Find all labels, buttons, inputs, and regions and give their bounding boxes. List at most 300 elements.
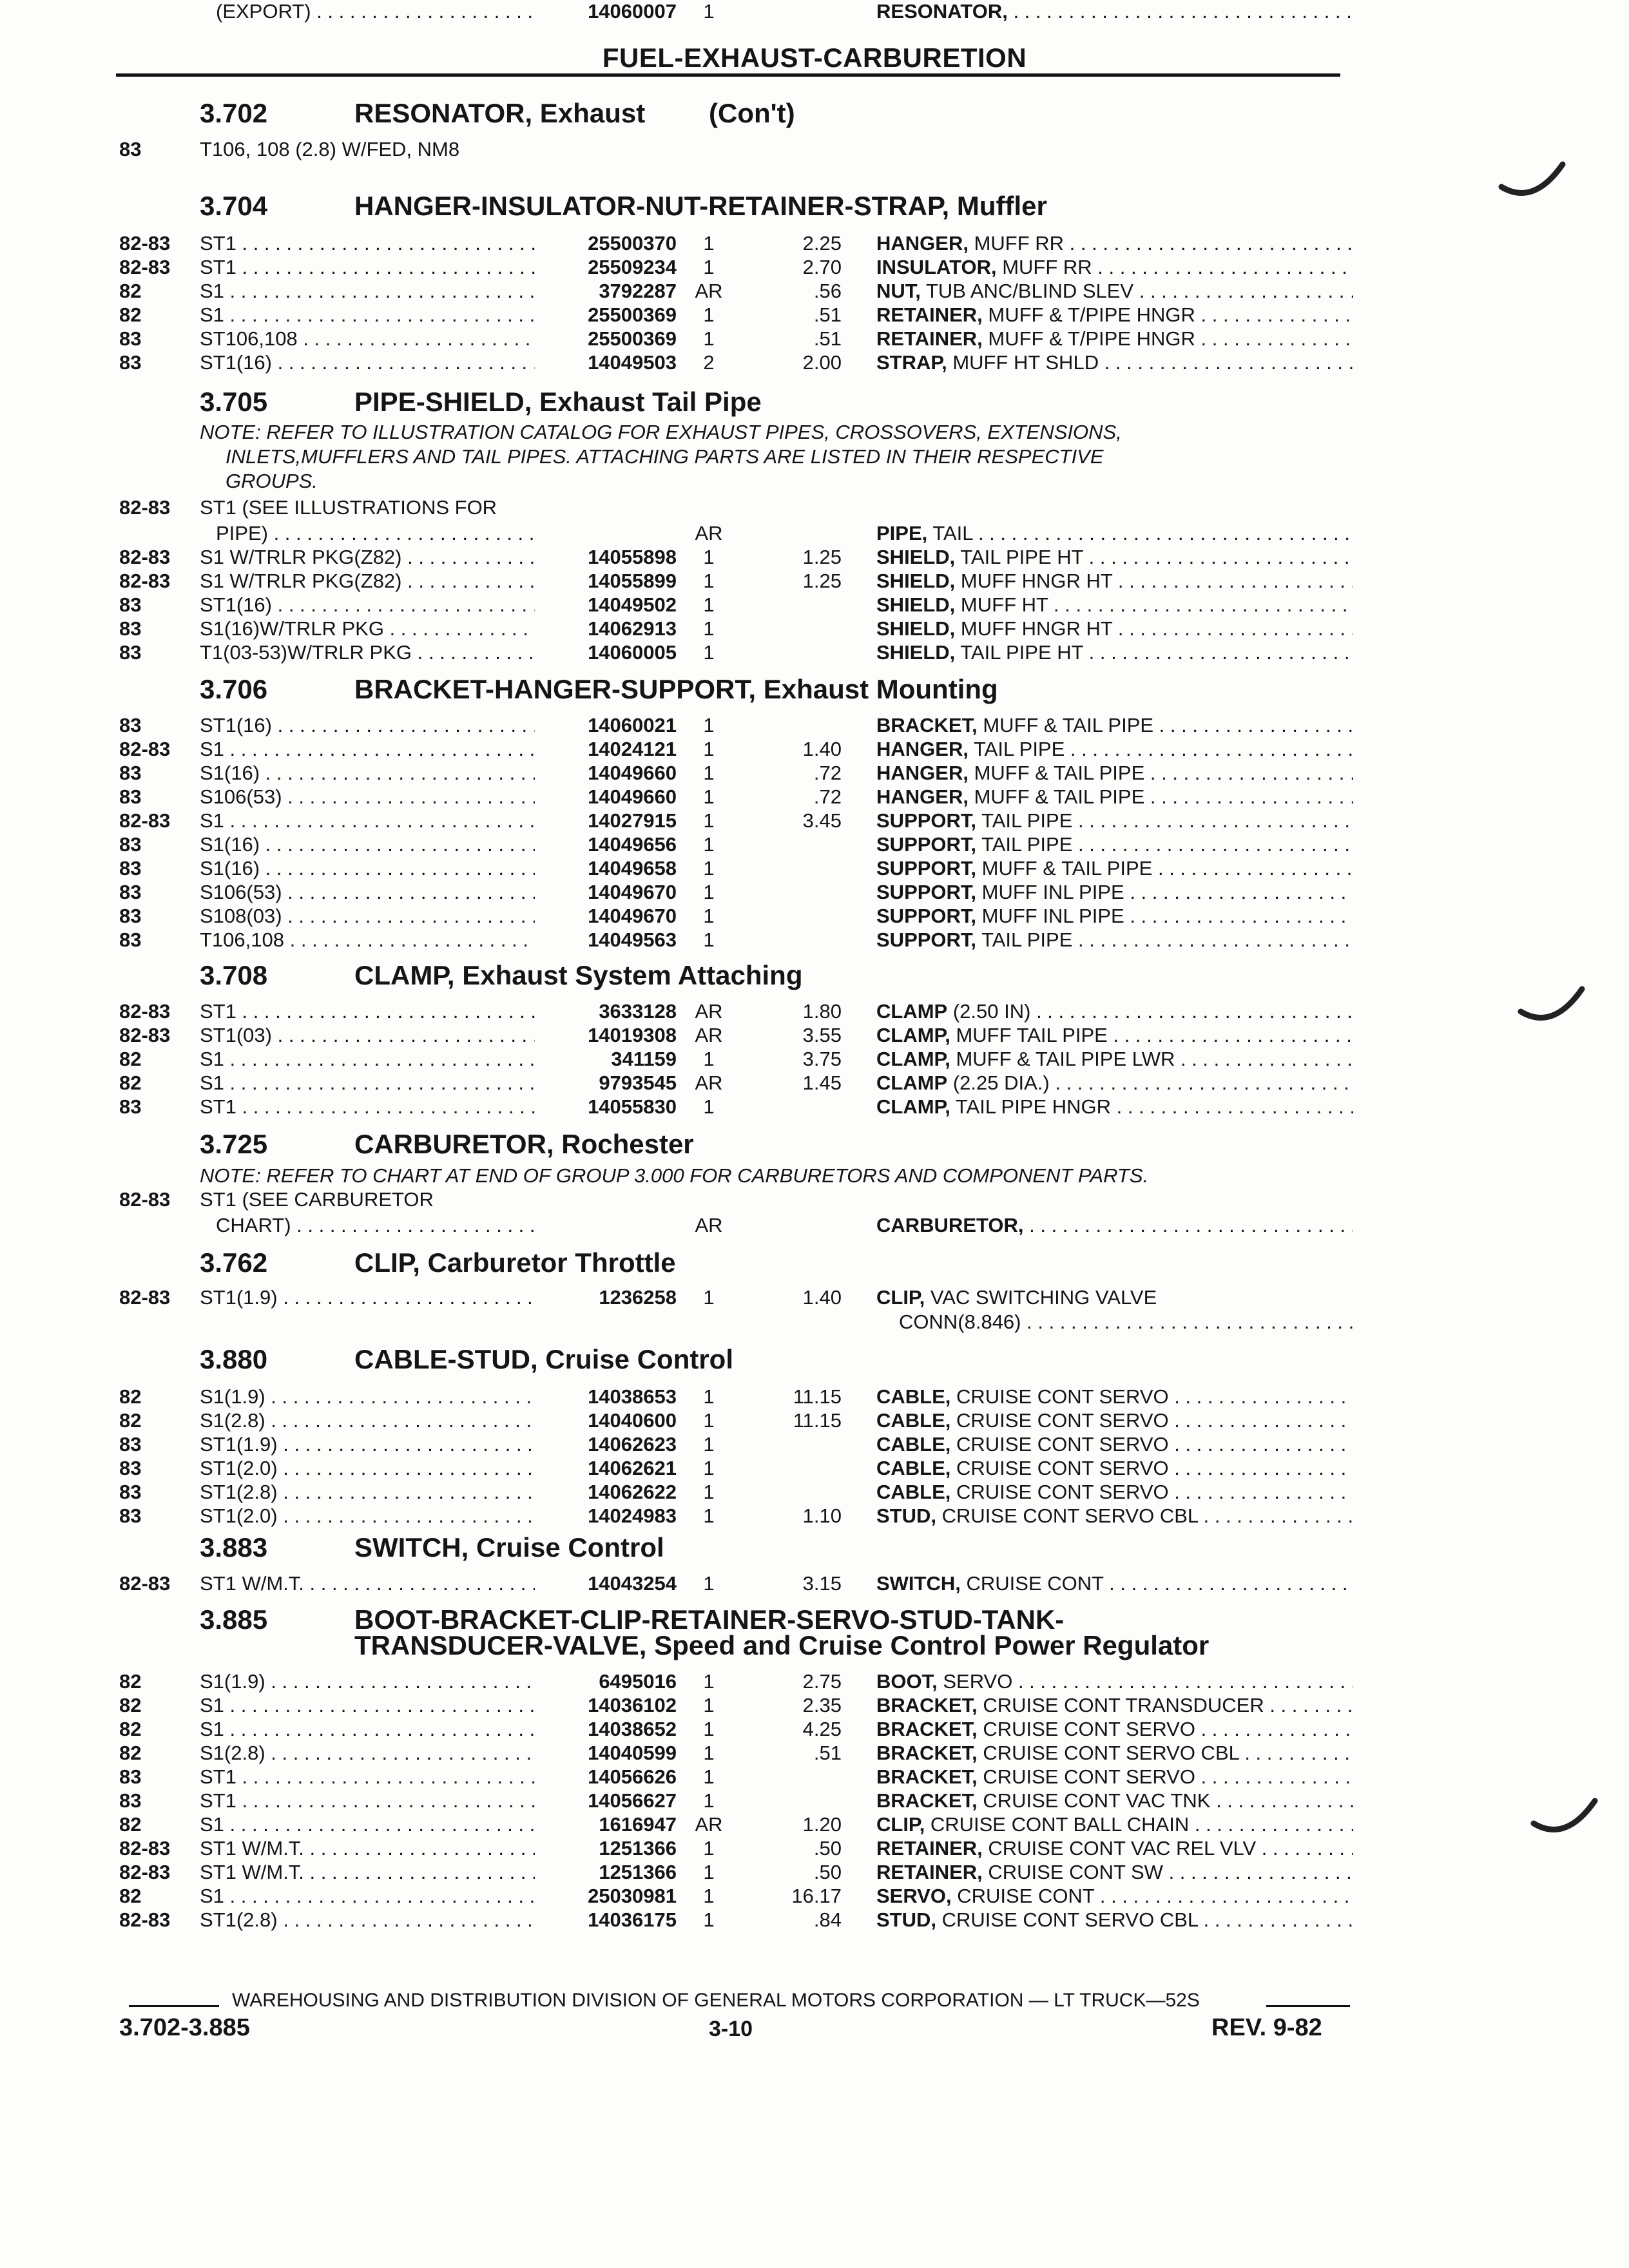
quantity: AR — [695, 1072, 723, 1094]
price: 11.15 — [793, 1385, 842, 1408]
quantity: 1 — [703, 256, 715, 278]
model-year: 82-83 — [119, 232, 171, 255]
application-cont: (EXPORT) . . . — [216, 0, 535, 23]
description — [876, 1095, 1353, 1119]
footer-page-number: 3-10 — [709, 2017, 753, 2041]
description-noun: STUD, — [876, 1504, 936, 1527]
model-year: 82 — [119, 1409, 142, 1432]
table-row — [0, 617, 1629, 642]
price: 1.80 — [802, 1000, 842, 1023]
quantity: 1 — [703, 833, 715, 856]
description — [876, 1024, 1353, 1047]
table-row — [0, 1837, 1629, 1861]
description-detail: MUFF HT — [960, 593, 1048, 616]
part-number: 14049563 — [588, 928, 677, 951]
quantity: 1 — [703, 1742, 715, 1764]
description-detail: MUFF & TAIL PIPE — [974, 762, 1145, 784]
description-detail: CRUISE CONT SERVO — [956, 1433, 1169, 1456]
price: 3.75 — [802, 1048, 842, 1070]
description-detail: TAIL PIPE — [981, 809, 1073, 832]
part-number: 14056627 — [588, 1789, 677, 1812]
part-number: 25500369 — [588, 303, 677, 326]
price: 1.25 — [802, 546, 842, 568]
table-row — [0, 496, 1629, 521]
description-noun: STUD, — [876, 1908, 936, 1931]
application: ST1(03) . . . — [200, 1024, 535, 1047]
part-number: 14055899 — [588, 570, 677, 592]
application: S1 W/TRLR PKG(Z82) . . . — [200, 570, 535, 593]
price: 2.75 — [802, 1670, 842, 1693]
model-year: 82-83 — [119, 1572, 171, 1595]
table-row — [0, 1885, 1629, 1909]
description — [876, 280, 1353, 303]
model-year: 83 — [119, 1433, 142, 1456]
part-number: 14019308 — [588, 1024, 677, 1046]
quantity: AR — [695, 1214, 723, 1236]
part-number: 14038652 — [588, 1718, 677, 1740]
model-year: 83 — [119, 351, 142, 374]
description — [876, 833, 1353, 856]
table-row — [0, 1742, 1629, 1766]
price: 2.70 — [802, 256, 842, 278]
description-noun: SHIELD, — [876, 641, 956, 664]
part-number: 14049660 — [588, 762, 677, 784]
description — [876, 1433, 1353, 1456]
table-row — [0, 1072, 1629, 1096]
quantity: 1 — [703, 1433, 715, 1456]
description-noun: SUPPORT, — [876, 905, 977, 927]
model-year: 83 — [119, 1765, 142, 1788]
footer-revision: REV. 9-82 — [1211, 2014, 1322, 2041]
description-noun: CABLE, — [876, 1481, 951, 1503]
description — [876, 1789, 1353, 1812]
description-noun: RETAINER, — [876, 303, 983, 326]
table-row — [0, 256, 1629, 280]
table-row — [0, 522, 1629, 546]
binding-mark — [1495, 161, 1572, 213]
quantity: 1 — [703, 714, 715, 736]
price: 1.20 — [802, 1813, 842, 1836]
part-number: 14062621 — [588, 1457, 677, 1479]
part-number: 14024121 — [588, 738, 677, 760]
application: S1 . . . — [200, 1048, 535, 1071]
price: 16.17 — [791, 1885, 842, 1907]
model-year: 83 — [119, 833, 142, 856]
application: ST1 . . . — [200, 1000, 535, 1023]
model-year: 83 — [119, 905, 142, 927]
description-noun: CLIP, — [876, 1286, 925, 1309]
table-row — [0, 1311, 1629, 1335]
description — [876, 1504, 1353, 1528]
model-year: 83 — [119, 1457, 142, 1479]
part-number: 14049670 — [588, 905, 677, 927]
application: S1(1.9) . . . — [200, 1670, 535, 1693]
application: S1 . . . — [200, 280, 535, 303]
model-year: 82 — [119, 1813, 142, 1836]
description-detail: CRUISE CONT SERVO — [956, 1481, 1169, 1503]
quantity: 1 — [703, 1457, 715, 1479]
price: 1.10 — [802, 1504, 842, 1527]
table-row — [0, 351, 1629, 376]
quantity: AR — [695, 1024, 723, 1046]
description-detail: CRUISE CONT BALL CHAIN — [930, 1813, 1190, 1836]
description — [876, 1765, 1353, 1789]
description-noun: CABLE, — [876, 1433, 951, 1456]
quantity: 1 — [703, 303, 715, 326]
description — [876, 1861, 1353, 1884]
price: .51 — [813, 1742, 842, 1764]
description-detail: MUFF RR — [974, 232, 1065, 255]
application: ST1 . . . — [200, 1789, 535, 1812]
description — [876, 1000, 1353, 1023]
model-year: 83 — [119, 1095, 142, 1118]
description — [876, 256, 1353, 279]
description-noun: CLAMP, — [876, 1095, 950, 1118]
application: ST1 W/M.T. . . . — [200, 1837, 535, 1860]
table-row — [0, 1286, 1629, 1311]
description-detail: CRUISE CONT — [957, 1885, 1095, 1907]
model-year: 83 — [119, 1504, 142, 1527]
model-year: 82-83 — [119, 546, 171, 568]
description — [876, 1718, 1353, 1741]
description — [876, 546, 1353, 569]
quantity: 1 — [703, 593, 715, 616]
description-noun: CLAMP, — [876, 1024, 950, 1046]
quantity: 1 — [703, 928, 715, 951]
price: 1.40 — [802, 738, 842, 760]
table-row — [0, 833, 1629, 858]
part-number: 1236258 — [599, 1286, 677, 1309]
table-row — [0, 570, 1629, 594]
description-detail: CRUISE CONT SW — [988, 1861, 1163, 1883]
application: ST1 . . . — [200, 256, 535, 279]
application: ST1 (SEE CARBURETOR — [200, 1188, 434, 1211]
application: ST1(2.8) . . . — [200, 1481, 535, 1504]
description — [876, 570, 1353, 593]
table-row — [0, 1095, 1629, 1120]
description-detail: CRUISE CONT SERVO CBL — [983, 1742, 1239, 1764]
description-noun: BRACKET, — [876, 1765, 978, 1788]
note-3705: NOTE: REFER TO ILLUSTRATION CATALOG FOR EXHAUST PIPES, CROSSOVERS, EXTENSIONS, INLETS,MUFFLERS AND TAIL PIPES. ATTACHING PARTS ARE LISTED IN THEIR RESPECTIVE GROUPS. — [200, 421, 1122, 492]
description-noun: HANGER, — [876, 232, 969, 255]
description-noun: RETAINER, — [876, 1861, 983, 1883]
part-number: 14056626 — [588, 1765, 677, 1788]
table-row — [0, 1572, 1629, 1597]
quantity: 1 — [703, 905, 715, 927]
description-noun: SUPPORT, — [876, 928, 977, 951]
table-row — [0, 1188, 1629, 1213]
part-number: 14036102 — [588, 1694, 677, 1716]
model-year: 83 — [119, 762, 142, 784]
table-row — [0, 1861, 1629, 1885]
quantity: 1 — [703, 546, 715, 568]
description — [876, 1385, 1353, 1408]
quantity: 1 — [703, 1789, 715, 1812]
quantity: 1 — [703, 1765, 715, 1788]
description — [876, 1837, 1353, 1860]
description-noun: BRACKET, — [876, 1718, 978, 1740]
price: .51 — [813, 303, 842, 326]
description — [876, 785, 1353, 809]
model-year: 82-83 — [119, 1286, 171, 1309]
description-detail: CRUISE CONT SERVO — [956, 1457, 1169, 1479]
price: .84 — [813, 1908, 842, 1931]
model-year: 82 — [119, 303, 142, 326]
description — [876, 1409, 1353, 1432]
description-detail: MUFF & T/PIPE HNGR — [988, 327, 1195, 350]
part-number: 14040599 — [588, 1742, 677, 1764]
table-row — [0, 1385, 1629, 1410]
price: .56 — [813, 280, 842, 302]
model-year: 82-83 — [119, 1908, 171, 1931]
part-number: 14049660 — [588, 785, 677, 808]
model-year: 82 — [119, 1048, 142, 1070]
part-number: 25509234 — [588, 256, 677, 278]
quantity: 1 — [703, 0, 715, 23]
model-year: 83 — [119, 617, 142, 640]
part-number: 14060007 — [588, 0, 677, 23]
application: ST1 W/M.T. . . . — [200, 1861, 535, 1884]
description-noun: SHIELD, — [876, 593, 956, 616]
description — [876, 641, 1353, 664]
description — [876, 1908, 1353, 1932]
part-number: 6495016 — [599, 1670, 677, 1693]
description — [876, 1214, 1353, 1237]
description — [876, 1742, 1353, 1765]
model-year: 82-83 — [119, 570, 171, 592]
footer-rule-left — [129, 2005, 219, 2007]
model-year: 83 — [119, 1789, 142, 1812]
part-number: 14027915 — [588, 809, 677, 832]
description-detail: VAC SWITCHING VALVE — [930, 1286, 1157, 1309]
model-year: 83 — [119, 785, 142, 808]
model-year: 83 — [119, 857, 142, 879]
application: ST1(2.0) . . . — [200, 1504, 535, 1528]
description-detail: (2.50 IN) — [952, 1000, 1031, 1023]
application: S1(2.8) . . . — [200, 1409, 535, 1432]
model-year: 82 — [119, 1742, 142, 1764]
page-title: FUEL-EXHAUST-CARBURETION — [602, 43, 1027, 73]
quantity: 1 — [703, 1409, 715, 1432]
description-detail: TAIL PIPE HT — [960, 546, 1084, 568]
quantity: 1 — [703, 1908, 715, 1931]
quantity: 1 — [703, 1504, 715, 1527]
table-row — [0, 1457, 1629, 1481]
model-year: 83 — [119, 327, 142, 350]
description — [876, 617, 1353, 640]
application: T106,108 . . . — [200, 928, 535, 952]
application: T106, 108 (2.8) W/FED, NM8 — [200, 138, 460, 160]
quantity: 1 — [703, 1286, 715, 1309]
part-number: 9793545 — [599, 1072, 677, 1094]
part-number: 14049670 — [588, 881, 677, 903]
part-number: 25500369 — [588, 327, 677, 350]
model-year: 82 — [119, 1694, 142, 1716]
model-year: 82 — [119, 1718, 142, 1740]
application: S1(16) . . . — [200, 857, 535, 880]
part-number: 3633128 — [599, 1000, 677, 1023]
description — [876, 928, 1353, 952]
model-year: 83 — [119, 1481, 142, 1503]
description-detail: MUFF & T/PIPE HNGR — [988, 303, 1195, 326]
application: S1(1.9) . . . — [200, 1385, 535, 1408]
quantity: 1 — [703, 1718, 715, 1740]
description — [876, 1813, 1353, 1836]
quantity: 1 — [703, 1048, 715, 1070]
part-number: 3792287 — [599, 280, 677, 302]
application: ST1(16) . . . — [200, 351, 535, 374]
description-detail: MUFF HNGR HT — [960, 617, 1113, 640]
description-noun: RETAINER, — [876, 1837, 983, 1860]
description-detail: CRUISE CONT SERVO — [956, 1385, 1169, 1408]
price: 11.15 — [793, 1409, 842, 1432]
table-row — [0, 738, 1629, 762]
table-row — [0, 928, 1629, 953]
quantity: 1 — [703, 857, 715, 879]
table-row — [0, 1048, 1629, 1072]
application: S1 W/TRLR PKG(Z82) . . . — [200, 546, 535, 569]
table-row — [0, 905, 1629, 929]
table-row — [0, 1000, 1629, 1024]
description — [876, 1670, 1353, 1693]
part-number: 1616947 — [599, 1813, 677, 1836]
quantity: 1 — [703, 232, 715, 255]
model-year: 82-83 — [119, 738, 171, 760]
price: .51 — [813, 327, 842, 350]
application: S1 . . . — [200, 1885, 535, 1908]
price: 2.25 — [802, 232, 842, 255]
model-year: 82-83 — [119, 256, 171, 278]
part-number: 14055898 — [588, 546, 677, 568]
quantity: AR — [695, 1000, 723, 1023]
application: S1(16)W/TRLR PKG . . . — [200, 617, 535, 640]
description-detail: MUFF INL PIPE — [981, 905, 1124, 927]
price: 1.45 — [802, 1072, 842, 1094]
price: 3.45 — [802, 809, 842, 832]
table-row — [0, 809, 1629, 834]
description-noun: CLIP, — [876, 1813, 925, 1836]
quantity: 1 — [703, 570, 715, 592]
part-number: 14060021 — [588, 714, 677, 736]
description-detail: CRUISE CONT — [966, 1572, 1104, 1595]
application: ST1 W/M.T. . . . — [200, 1572, 535, 1595]
description-cont: CONN(8.846) . . . — [899, 1311, 1353, 1334]
description-noun: BRACKET, — [876, 1742, 978, 1764]
model-year: 82 — [119, 280, 142, 302]
binding-mark — [1527, 1798, 1605, 1849]
table-row — [0, 138, 1629, 162]
application: ST1(1.9) . . . — [200, 1433, 535, 1456]
model-year: 82-83 — [119, 1000, 171, 1023]
quantity: 1 — [703, 1694, 715, 1716]
part-number: 14036175 — [588, 1908, 677, 1931]
description-detail: MUFF INL PIPE — [981, 881, 1124, 903]
table-row — [0, 1765, 1629, 1790]
description — [876, 593, 1353, 617]
quantity: 2 — [703, 351, 715, 374]
description-detail: CRUISE CONT TRANSDUCER — [983, 1694, 1264, 1716]
application: S1 . . . — [200, 809, 535, 832]
model-year: 83 — [119, 593, 142, 616]
application: S1 . . . — [200, 1694, 535, 1717]
description-noun: SWITCH, — [876, 1572, 961, 1595]
model-year: 82-83 — [119, 1188, 171, 1211]
model-year: 82 — [119, 1072, 142, 1094]
description-noun: PIPE, — [876, 522, 928, 544]
quantity: 1 — [703, 809, 715, 832]
quantity: AR — [695, 1813, 723, 1836]
table-row — [0, 1908, 1629, 1933]
price: .50 — [813, 1861, 842, 1883]
quantity: 1 — [703, 738, 715, 760]
part-number: 1251366 — [599, 1861, 677, 1883]
quantity: 1 — [703, 881, 715, 903]
description-noun: NUT, — [876, 280, 921, 302]
part-number: 341159 — [611, 1048, 677, 1070]
part-number: 14062913 — [588, 617, 677, 640]
application: ST1(2.8) . . . — [200, 1908, 535, 1932]
quantity: 1 — [703, 1481, 715, 1503]
description — [876, 1885, 1353, 1908]
description-noun: INSULATOR, — [876, 256, 997, 278]
description-noun: RESONATOR, — [876, 0, 1008, 23]
model-year: 82 — [119, 1385, 142, 1408]
part-number: 14049656 — [588, 833, 677, 856]
table-row — [0, 232, 1629, 256]
price: 2.00 — [802, 351, 842, 374]
footer-division: WAREHOUSING AND DISTRIBUTION DIVISION OF GENERAL MOTORS CORPORATION — LT TRUCK—52S — [232, 1990, 1200, 2011]
table-row — [0, 1718, 1629, 1742]
description-detail: CRUISE CONT SERVO — [956, 1409, 1169, 1432]
description-detail: CRUISE CONT SERVO — [983, 1765, 1195, 1788]
model-year: 82-83 — [119, 1024, 171, 1046]
quantity: 1 — [703, 762, 715, 784]
price: .50 — [813, 1837, 842, 1860]
description-noun: SUPPORT, — [876, 857, 977, 879]
description-detail: CRUISE CONT SERVO — [983, 1718, 1195, 1740]
description — [876, 327, 1353, 351]
description — [876, 1048, 1353, 1071]
part-number: 14060005 — [588, 641, 677, 664]
description — [876, 857, 1353, 880]
price: .72 — [813, 785, 842, 808]
model-year: 82-83 — [119, 496, 171, 519]
description-detail: TAIL PIPE HT — [960, 641, 1084, 664]
description-detail: CRUISE CONT VAC REL VLV — [988, 1837, 1257, 1860]
model-year: 83 — [119, 641, 142, 664]
part-number: 14043254 — [588, 1572, 677, 1595]
price: 3.55 — [802, 1024, 842, 1046]
application: S108(03) . . . — [200, 905, 535, 928]
description — [876, 881, 1353, 904]
application: ST1 . . . — [200, 1765, 535, 1789]
description — [876, 809, 1353, 832]
description-detail: TUB ANC/BLIND SLEV — [925, 280, 1134, 302]
description — [876, 1694, 1353, 1717]
description-detail: SERVO — [943, 1670, 1013, 1693]
table-row — [0, 303, 1629, 328]
application: ST106,108 . . . — [200, 327, 535, 351]
description-detail: CRUISE CONT VAC TNK — [983, 1789, 1211, 1812]
description — [876, 714, 1353, 737]
header-rule — [116, 73, 1340, 77]
quantity: 1 — [703, 1861, 715, 1883]
description — [876, 738, 1353, 761]
description-noun: SHIELD, — [876, 546, 956, 568]
description-detail: CRUISE CONT SERVO CBL — [941, 1504, 1198, 1527]
application: ST1 . . . — [200, 1095, 535, 1119]
table-row — [0, 1813, 1629, 1838]
